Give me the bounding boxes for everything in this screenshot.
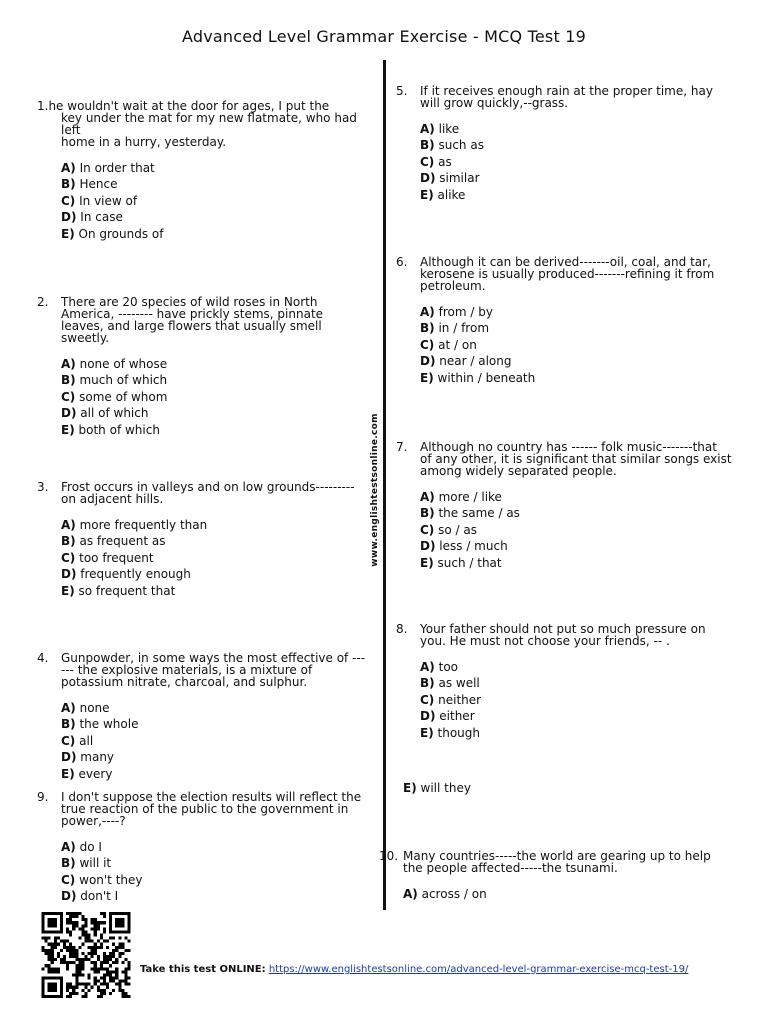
question-3 [37, 481, 367, 599]
question-2 [37, 296, 367, 438]
page-title: Advanced Level Grammar Exercise - MCQ Test 19 [182, 27, 586, 46]
option-a[interactable]: A) more / like [420, 490, 502, 504]
question-number: 1. [37, 99, 49, 113]
option-d[interactable]: D) frequently enough [61, 567, 191, 582]
option-d[interactable]: D) similar [420, 171, 480, 186]
option-c[interactable]: C) as [420, 154, 452, 169]
option-d[interactable]: D) In case [61, 210, 123, 225]
option-d[interactable]: D) all of which [61, 406, 149, 421]
question-text-line: home in a hurry, yesterday. [61, 135, 227, 149]
question-stem [37, 481, 367, 505]
question-stem [396, 441, 732, 477]
option-e[interactable]: E) such / that [420, 555, 502, 570]
option-a[interactable]: A) from / by [420, 305, 493, 319]
option-a[interactable]: A) none of whose [61, 357, 168, 371]
question-stem [37, 791, 367, 827]
option-c[interactable]: C) too frequent [61, 550, 154, 565]
options-list [420, 121, 726, 203]
options-list [403, 886, 729, 902]
footer-label: Take this test ONLINE: [140, 964, 266, 975]
question-text-line: key under the mat for my new flatmate, who had left [61, 111, 357, 137]
option-b[interactable]: B) such as [420, 138, 484, 153]
option-a[interactable]: A) do I [61, 840, 102, 854]
option-a[interactable]: A) In order that [61, 161, 155, 175]
options-list [61, 356, 367, 438]
options-list [420, 489, 732, 571]
option-e[interactable]: E) alike [420, 187, 466, 202]
question-text: Gunpowder, in some ways the most effective of ------ the explosive materials, is a mixture of potassium nitrate, charcoal, and sulphur. [61, 651, 366, 689]
option-c[interactable]: C) neither [420, 692, 482, 707]
question-8 [396, 623, 726, 741]
qr-code[interactable] [41, 912, 131, 998]
option-a[interactable]: A) like [420, 122, 460, 136]
option-e[interactable]: E) both of which [61, 422, 160, 437]
question-text: If it receives enough rain at the proper time, hay will grow quickly,--grass. [420, 84, 713, 110]
question-5 [396, 85, 726, 203]
question-number: 7. [396, 440, 408, 454]
option-b[interactable]: B) as well [420, 676, 480, 691]
question-stem [37, 100, 362, 112]
options-list [61, 700, 367, 782]
question-number: 10. [379, 849, 399, 863]
question-stem [37, 652, 367, 688]
option-e[interactable]: E) within / beneath [420, 370, 536, 385]
question-7 [396, 441, 732, 571]
option-c[interactable]: C) won't they [61, 872, 143, 887]
option-d[interactable]: D) either [420, 709, 475, 724]
question-number: 2. [37, 295, 49, 309]
question-1 [37, 100, 362, 242]
option-e[interactable]: E) though [420, 725, 480, 740]
question-stem [396, 256, 726, 292]
options-list [420, 659, 726, 741]
test-link[interactable]: https://www.englishtestsonline.com/advanced-level-grammar-exercise-mcq-test-19/ [268, 964, 689, 975]
option-e[interactable]: E) On grounds of [61, 226, 164, 241]
option-c[interactable]: C) so / as [420, 522, 477, 537]
question-6 [396, 256, 726, 386]
option-c[interactable]: C) all [61, 733, 94, 748]
options-list [61, 160, 362, 242]
question-text: Your father should not put so much pressure on you. He must not choose your friends, -- . [420, 622, 706, 648]
option-a[interactable]: A) more frequently than [61, 518, 208, 532]
option-b[interactable]: B) much of which [61, 373, 168, 388]
option-c[interactable]: C) In view of [61, 193, 138, 208]
question-number: 4. [37, 651, 49, 665]
option-e[interactable]: E) every [61, 766, 113, 781]
options-list [420, 304, 726, 386]
question-number: 5. [396, 84, 408, 98]
column-divider [383, 60, 386, 910]
question-stem [396, 623, 726, 647]
option-a[interactable]: A) across / on [403, 887, 487, 901]
option-d[interactable]: D) many [61, 750, 115, 765]
option-a[interactable]: A) too [420, 660, 458, 674]
question-10 [379, 850, 729, 902]
question-text: There are 20 species of wild roses in North America, -------- have prickly stems, pinnate leaves, and large flowers that usually smell sweetly. [61, 295, 324, 345]
option-b[interactable]: B) in / from [420, 321, 490, 336]
question-stem [396, 85, 726, 109]
question-text: Many countries-----the world are gearing up to help the people affected-----the tsunami. [403, 849, 711, 875]
option-c[interactable]: C) at / on [420, 337, 477, 352]
option-b[interactable]: B) the whole [61, 717, 139, 732]
question-stem [379, 850, 729, 874]
question-text: Although no country has ------ folk music-------that of any other, it is significant that similar songs exist among widely separated people. [420, 440, 732, 478]
option-b[interactable]: B) as frequent as [61, 534, 166, 549]
option-b[interactable]: B) will it [61, 856, 112, 871]
option-d[interactable]: D) don't I [61, 889, 119, 904]
options-list [61, 839, 367, 905]
option-a[interactable]: A) none [61, 701, 110, 715]
question-text: he wouldn't wait at the door for ages, I put the [48, 99, 330, 113]
options-list [61, 517, 367, 599]
question-text: Although it can be derived-------oil, coal, and tar, kerosene is usually produced-------refining it from petroleum. [420, 255, 715, 293]
question-number: 8. [396, 622, 408, 636]
option-e-will-they[interactable]: E) will they [403, 781, 471, 795]
question-9 [37, 791, 367, 905]
question-number: 3. [37, 480, 49, 494]
site-watermark: www.englishtestsonline.com [370, 413, 380, 567]
option-c[interactable]: C) some of whom [61, 389, 168, 404]
option-d[interactable]: D) less / much [420, 539, 508, 554]
qr-code-icon [41, 912, 131, 998]
question-stem [37, 296, 367, 344]
option-d[interactable]: D) near / along [420, 354, 512, 369]
question-number: 9. [37, 790, 49, 804]
option-b[interactable]: B) Hence [61, 177, 118, 192]
footer [140, 964, 700, 976]
question-text: I don't suppose the election results will reflect the true reaction of the public to the government in power,----? [61, 790, 362, 828]
question-4 [37, 652, 367, 782]
option-e[interactable]: E) so frequent that [61, 583, 176, 598]
question-number: 6. [396, 255, 408, 269]
question-text: Frost occurs in valleys and on low grounds---------on adjacent hills. [61, 480, 355, 506]
option-b[interactable]: B) the same / as [420, 506, 520, 521]
